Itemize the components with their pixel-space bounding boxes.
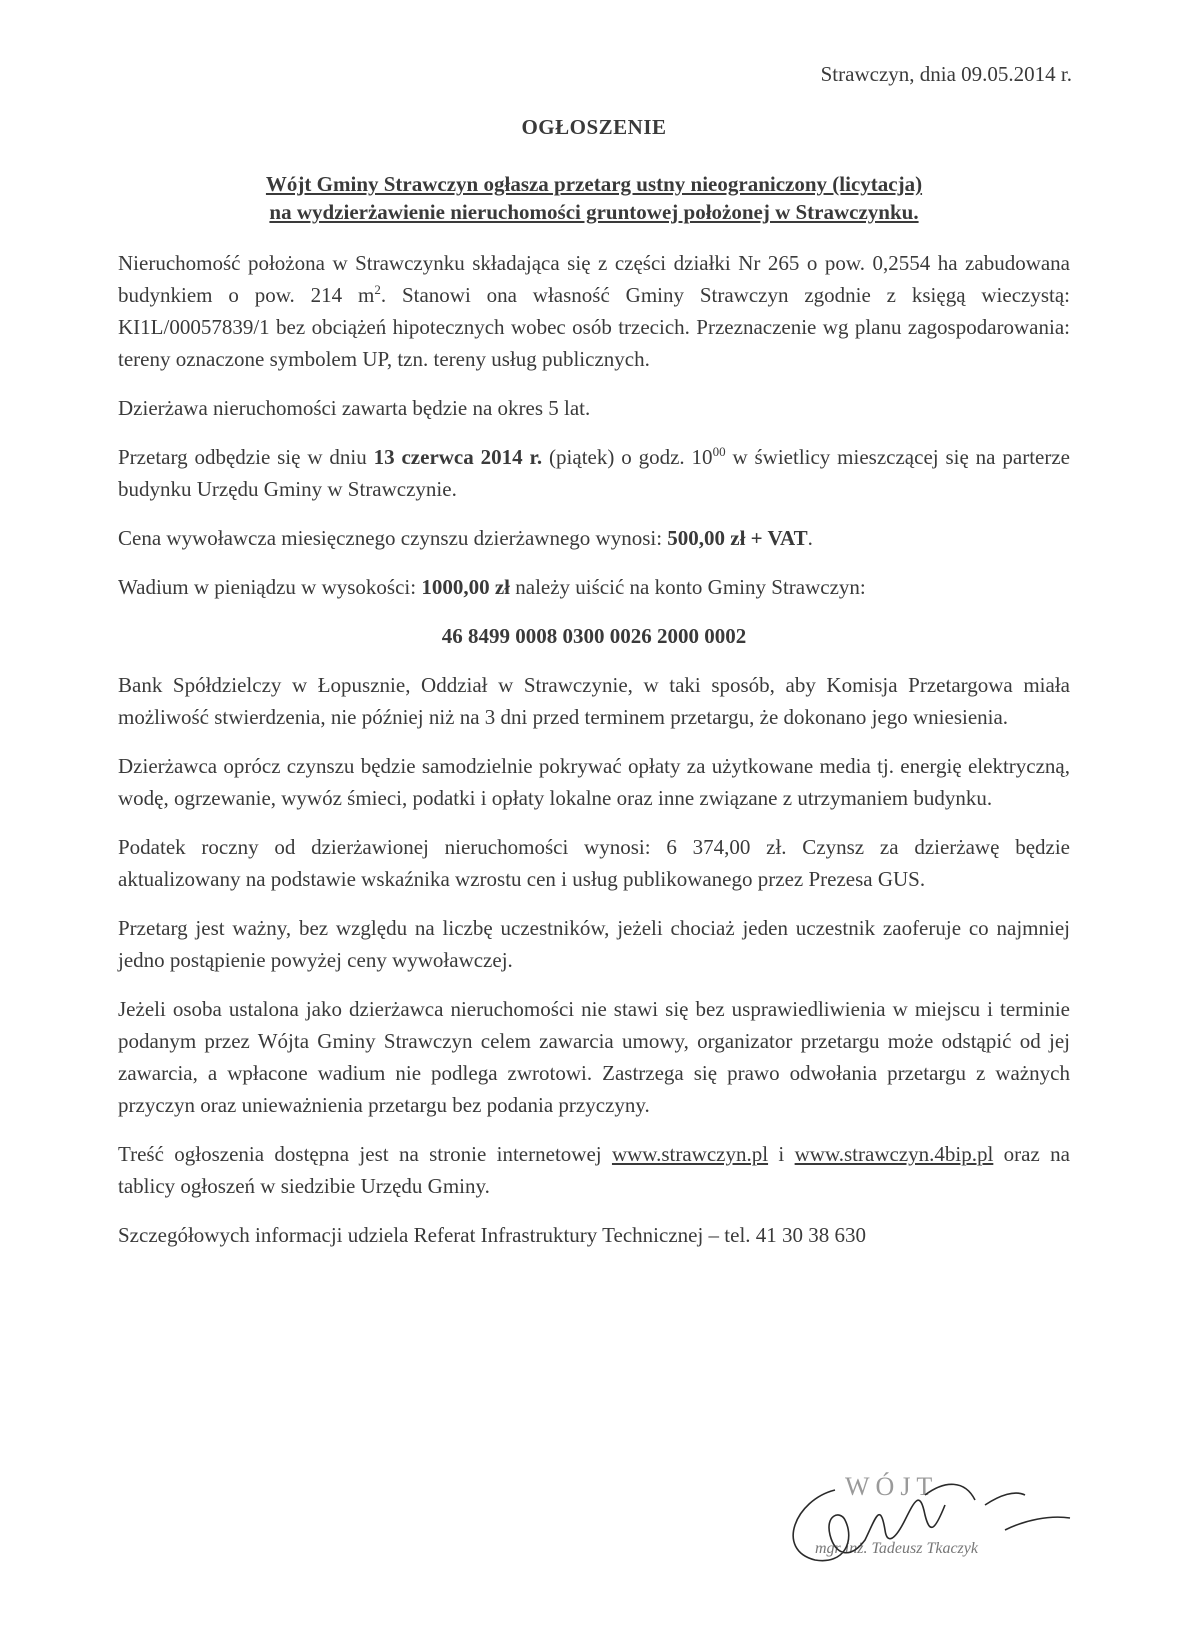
subtitle-line-1: Wójt Gminy Strawczyn ogłasza przetarg ustny nieograniczony (licytacja) [265, 172, 923, 196]
paragraph-tenant-costs: Dzierżawca oprócz czynszu będzie samodzielnie pokrywać opłaty za użytkowane media tj. energię elektryczną, wodę, ogrzewanie, wywóz śmieci, podatki i opłaty lokalne oraz inne związane z utrzymaniem budynku. [118, 754, 1070, 810]
paragraph-bank: Bank Spółdzielczy w Łopusznie, Oddział w Strawczynie, w taki sposób, aby Komisja Przetargowa miała możliwość stwierdzenia, nie później niż na 3 dni przed terminem przetargu, że dokonano jego wniesienia. [118, 673, 1070, 729]
paragraph-auction-date: Przetarg odbędzie się w dniu 13 czerwca 2014 r. (piątek) o godz. $10^{00}$ w świetlicy mieszczącej się na parterze budynku Urzędu Gminy w Strawczynie. [118, 444, 1070, 501]
subtitle-line-2: na wydzierżawienie nieruchomości gruntowej położonej w Strawczynku. [269, 200, 919, 224]
paragraph-deposit: Wadium w pieniądzu w wysokości: 1000,00 zł należy uiścić na konto Gminy Strawczyn: [118, 575, 866, 599]
paragraph-lease-term: Dzierżawa nieruchomości zawarta będzie na okres 5 lat. [118, 396, 591, 420]
document-title: OGŁOSZENIE [521, 115, 667, 139]
website-link-2[interactable]: www.strawczyn.4bip.pl [794, 1142, 994, 1166]
signature-icon [775, 1460, 1075, 1580]
starting-price: 500,00 zł + VAT [667, 526, 808, 550]
paragraph-conditions: Jeżeli osoba ustalona jako dzierżawca nieruchomości nie stawi się bez usprawiedliwienia w miejscu i terminie podanym przez Wójta Gminy Strawczyn celem zawarcia umowy, organizator przetargu może odstąpić od jej zawarcia, a wpłacone wadium nie podlega zwrotowi. Zastrzega się prawo odwołania przetargu z ważnych przyczyn oraz unieważnienia przetargu bez podania przyczyny. [118, 997, 1070, 1117]
deposit-amount: 1000,00 zł [421, 575, 510, 599]
paragraph-property-description: Nieruchomość położona w Strawczynku składająca się z części działki Nr 265 o pow. 0,2554 ha zabudowana budynkiem o pow. 214 $m^2$. Stanowi ona własność Gminy Strawczyn zgodnie z księgą wieczystą: KI1L/00057839/1 bez obciążeń hipotecznych wobec osób trzecich. Przeznaczenie wg planu zagospodarowania: tereny oznaczone symbolem UP, tzn. tereny usług publicznych. [118, 251, 1070, 371]
paragraph-websites: Treść ogłoszenia dostępna jest na stronie internetowej www.strawczyn.pl i www.strawczyn.4bip.pl oraz na tablicy ogłoszeń w siedzibie Urzędu Gminy. [118, 1142, 1070, 1198]
bank-account-number: 46 8499 0008 0300 0026 2000 0002 [441, 624, 747, 648]
auction-date: 13 czerwca 2014 r. [373, 445, 543, 469]
paragraph-validity: Przetarg jest ważny, bez względu na liczbę uczestników, jeżeli chociaż jeden uczestnik zaoferuje co najmniej jedno postąpienie powyżej ceny wywoławczej. [118, 916, 1070, 972]
stamp-title: WÓJT [845, 1472, 939, 1501]
paragraph-tax: Podatek roczny od dzierżawionej nieruchomości wynosi: 6 374,00 zł. Czynsz za dzierżawę będzie aktualizowany na podstawie wskaźnika wzrostu cen i usług publikowanego przez Prezesa GUS. [118, 835, 1070, 891]
paragraph-contact: Szczegółowych informacji udziela Referat Infrastruktury Technicznej – tel. 41 30 38 630 [118, 1223, 867, 1247]
document-body [118, 247, 1070, 1251]
stamp-name: mgr inż. Tadeusz Tkaczyk [815, 1540, 978, 1557]
document-subtitle [0, 170, 1188, 226]
paragraph-starting-price: Cena wywoławcza miesięcznego czynszu dzierżawnego wynosi: 500,00 zł + VAT. [118, 526, 813, 550]
document-date: Strawczyn, dnia 09.05.2014 r. [820, 62, 1072, 86]
website-link-1[interactable]: www.strawczyn.pl [611, 1142, 769, 1166]
